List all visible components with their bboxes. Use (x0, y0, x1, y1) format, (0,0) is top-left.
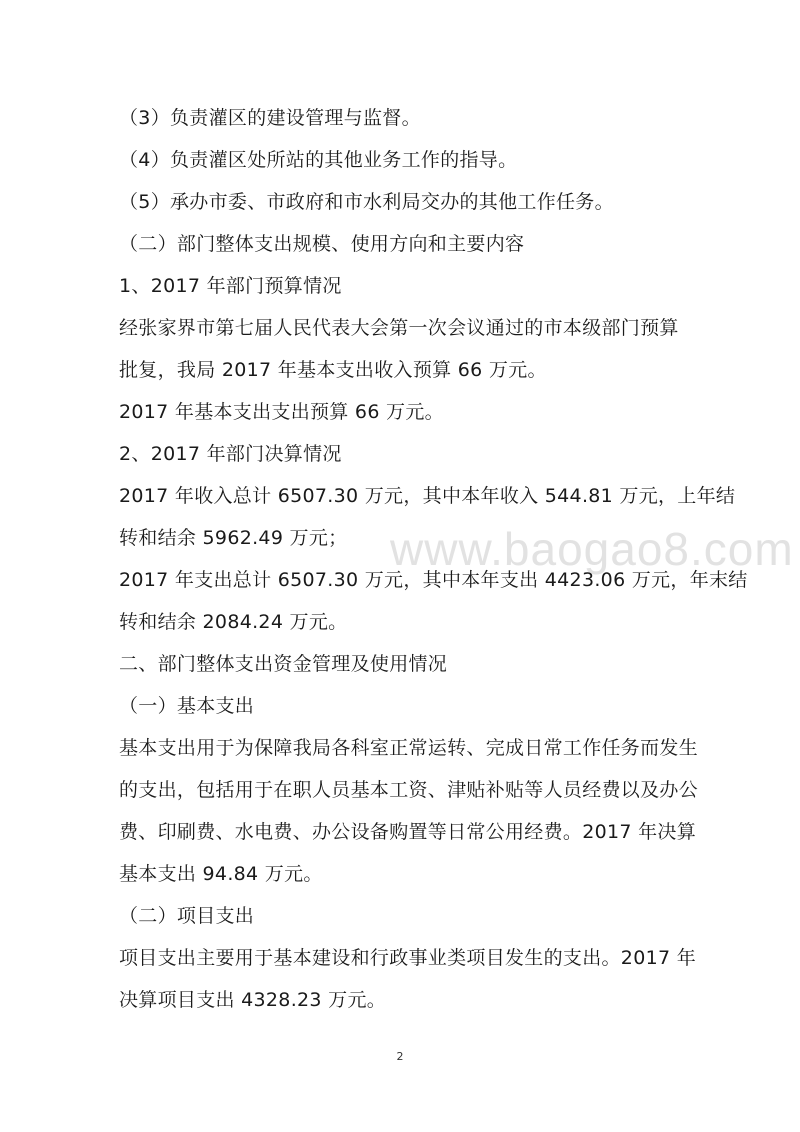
text-line-basic-2: 的支出，包括用于在职人员基本工资、津贴补贴等人员经费以及办公 (119, 779, 699, 801)
text-line-budget-1: 经张家界市第七届人民代表大会第一次会议通过的市本级部门预算 (119, 317, 679, 339)
text-line-budget-2: 批复，我局 2017 年基本支出收入预算 66 万元。 (119, 359, 547, 381)
subheading-final-accounts-2017: 2、2017 年部门决算情况 (119, 443, 342, 465)
text-line-basic-4: 基本支出 94.84 万元。 (119, 863, 323, 885)
text-line-project-1: 项目支出主要用于基本建设和行政事业类项目发生的支出。2017 年 (119, 947, 696, 969)
text-line-duty-4: （4）负责灌区处所站的其他业务工作的指导。 (119, 149, 518, 171)
text-line-basic-1: 基本支出用于为保障我局各科室正常运转、完成日常工作任务而发生 (119, 737, 699, 759)
text-line-income-1: 2017 年收入总计 6507.30 万元，其中本年收入 544.81 万元，上年结 (119, 485, 736, 507)
subheading-budget-2017: 1、2017 年部门预算情况 (119, 275, 342, 297)
text-line-duty-3: （3）负责灌区的建设管理与监督。 (119, 107, 421, 129)
text-line-budget-3: 2017 年基本支出支出预算 66 万元。 (119, 401, 444, 423)
subheading-project-expenditure: （二）项目支出 (119, 905, 255, 927)
text-line-expenditure-2: 转和结余 2084.24 万元。 (119, 611, 348, 633)
text-line-duty-5: （5）承办市委、市政府和市水利局交办的其他工作任务。 (119, 191, 614, 213)
section-heading-fund-management: 二、部门整体支出资金管理及使用情况 (119, 653, 448, 675)
text-line-expenditure-1: 2017 年支出总计 6507.30 万元，其中本年支出 4423.06 万元，年末结 (119, 569, 748, 591)
text-line-project-2: 决算项目支出 4328.23 万元。 (119, 989, 387, 1011)
watermark: www.baogao8.com (390, 523, 794, 575)
section-heading-expenditure-scale: （二）部门整体支出规模、使用方向和主要内容 (119, 233, 525, 255)
subheading-basic-expenditure: （一）基本支出 (119, 695, 255, 717)
text-line-income-2: 转和结余 5962.49 万元； (119, 527, 348, 549)
text-line-basic-3: 费、印刷费、水电费、办公设备购置等日常公用经费。2017 年决算 (119, 821, 696, 843)
page-number: 2 (396, 1050, 404, 1063)
